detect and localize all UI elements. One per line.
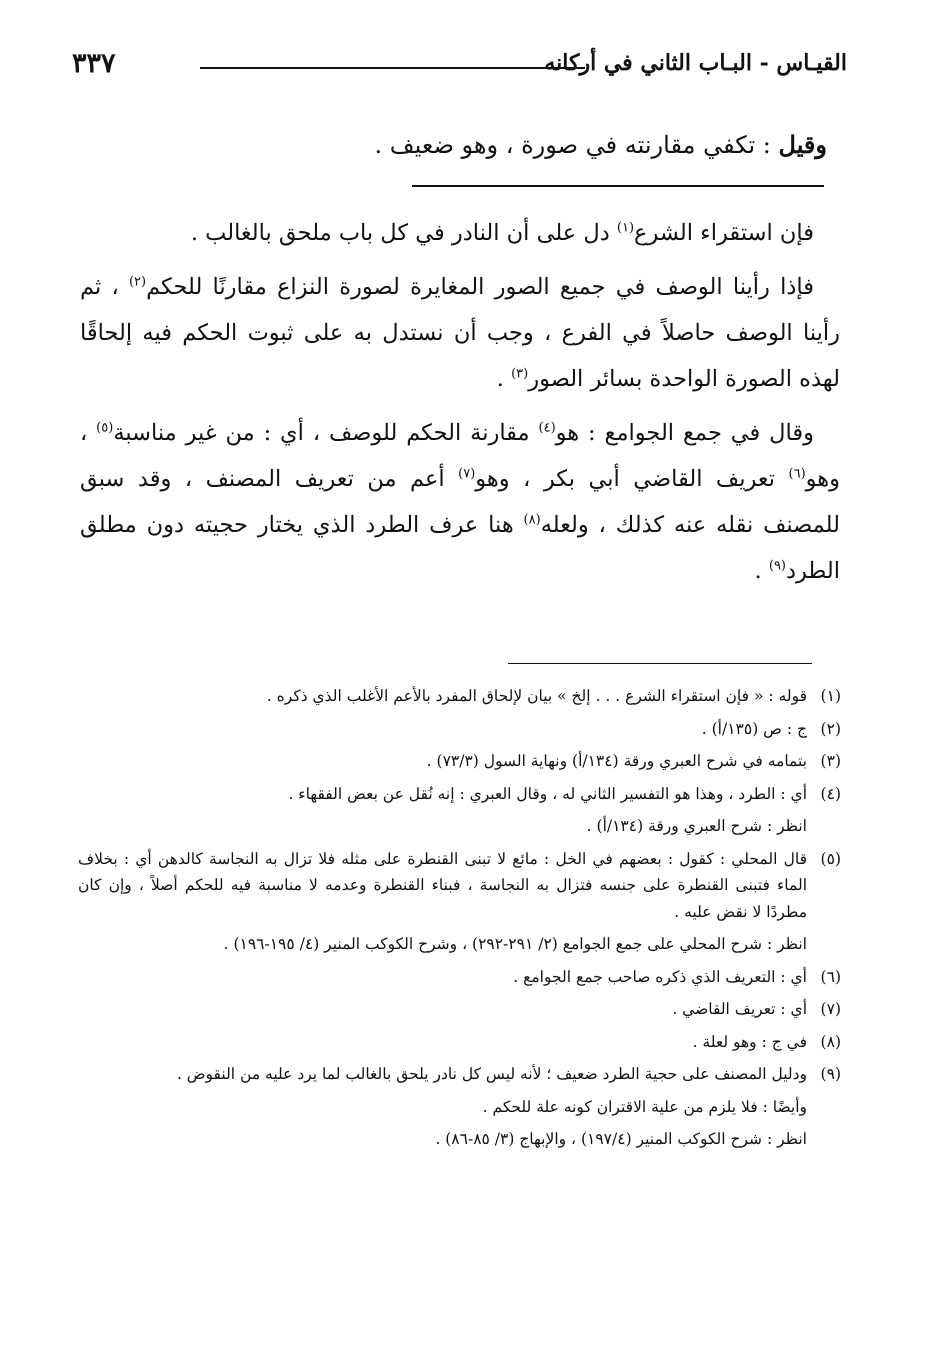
- p3-text-e: أعم من تعريف المصنف ، وقد سبق للمصنف نقله عنه كذلك ، ولعله: [80, 466, 840, 538]
- p1-text-b: دل على أن النادر في كل باب ملحق بالغالب .: [190, 220, 617, 246]
- p1-text-a: فإن استقراء الشرع: [634, 220, 814, 246]
- footnote-1: [78, 683, 841, 710]
- quote-rule: [412, 185, 824, 187]
- footnote-text: أي : الطرد ، وهذا هو التفسير الثاني له ، وقال العبري : إنه نُقل عن بعض الفقهاء .: [288, 784, 807, 803]
- footnote-9: [78, 1061, 841, 1088]
- footnote-5-reference: انظر : شرح المحلي على جمع الجوامع (٢/ ٢٩١-٢٩٢) ، وشرح الكوكب المنير (٤/ ١٩٥-١٩٦) .: [223, 935, 807, 953]
- p3-text-d: تعريف القاضي أبي بكر ، وهو: [475, 466, 789, 492]
- quote-rest: : تكفي مقارنته في صورة ، وهو ضعيف .: [374, 131, 779, 159]
- footnote-2: [78, 716, 841, 743]
- footnote-text: في ج : وهو لعلة .: [692, 1032, 807, 1051]
- footnote-7: [78, 996, 841, 1023]
- footnote-number: (٩): [820, 1065, 841, 1083]
- page-number: ٣٣٧: [72, 48, 116, 79]
- footnote-8: [78, 1029, 841, 1056]
- footnote-number: (٤): [820, 784, 841, 803]
- footnote-number: (٣): [820, 752, 841, 770]
- footnote-number: (٦): [820, 967, 841, 986]
- footnote-4: [78, 781, 841, 808]
- footnote-9-addendum: وأيضًا : فلا يلزم من علية الاقتران كونه علة للحكم .: [482, 1097, 807, 1116]
- header-rule: [200, 67, 585, 69]
- footnote-marker-2: (٢): [128, 274, 147, 290]
- paragraph-3: [80, 410, 840, 594]
- footnote-number: (٧): [820, 1000, 841, 1018]
- footnote-marker-6: (٦): [788, 466, 806, 482]
- footnote-rule: [508, 663, 812, 664]
- running-title: القيـاس - البـاب الثاني في أركانه: [544, 50, 847, 76]
- footnote-3: [78, 748, 841, 775]
- footnote-9-reference: انظر : شرح الكوكب المنير (١٩٧/٤) ، والإبهاج (٣/ ٨٥-٨٦) .: [435, 1130, 807, 1148]
- p3-text-c: ، وهو: [80, 420, 841, 492]
- footnote-marker-5: (٥): [96, 420, 114, 436]
- footnote-marker-3: (٣): [511, 366, 529, 382]
- quote-lead: وقيل: [778, 130, 827, 159]
- main-text: [80, 210, 840, 602]
- footnote-text: ج : ص (١٣٥/أ) .: [701, 719, 807, 738]
- footnote-6: [78, 964, 841, 991]
- footnote-marker-7: (٧): [458, 466, 476, 482]
- footnote-text: قال المحلي : كقول : بعضهم في الخل : مائع لا تبنى القنطرة على مثله فلا تزال به النجاسة كالدهن أي : بخلاف الماء فتبنى القنطرة على جنسه فتزال به النجاسة ، فبناء القنطرة وعدمه لا مناسبة فيه للحكم أصلاً ، وإن كان مطردًا لا نقض عليه .: [78, 849, 807, 921]
- footnote-number: (٥): [820, 849, 841, 868]
- paragraph-2: [80, 264, 840, 402]
- page-header: [70, 46, 847, 86]
- footnote-number: (٨): [820, 1032, 841, 1051]
- footnote-number: (١): [820, 687, 841, 705]
- footnotes: [78, 683, 841, 1159]
- p3-text-b: مقارنة الحكم للوصف ، أي : من غير مناسبة: [113, 420, 539, 446]
- footnote-4-reference: انظر : شرح العبري ورقة (١٣٤/أ) .: [586, 817, 807, 835]
- footnote-text: أي : تعريف القاضي .: [672, 1000, 807, 1018]
- paragraph-1: [80, 210, 840, 256]
- footnote-marker-4: (٤): [538, 420, 556, 436]
- p2-text-b: ، ثم رأينا الوصف حاصلاً في الفرع ، وجب أن نستدل به على ثبوت الحكم فيه إلحاقًا لهذه الصورة الواحدة بسائر الصور: [80, 274, 840, 392]
- p2-text-a: فإذا رأينا الوصف في جميع الصور المغايرة لصورة النزاع مقارنًا للحكم: [146, 274, 814, 300]
- footnote-number: (٢): [820, 719, 841, 738]
- p3-text-f: هنا عرف الطرد الذي يختار حجيته دون مطلق الطرد: [80, 512, 840, 584]
- p3-text-g: .: [754, 558, 769, 584]
- footnote-text: بتمامه في شرح العبري ورقة (١٣٤/أ) ونهاية السول (٧٣/٣) .: [426, 752, 807, 770]
- footnote-marker-9: (٩): [768, 558, 786, 574]
- footnote-text: ودليل المصنف على حجية الطرد ضعيف ؛ لأنه ليس كل نادر يلحق بالغالب لما يرد عليه من النقوض .: [176, 1065, 807, 1083]
- footnote-marker-8: (٨): [523, 512, 541, 528]
- p3-text-a: وقال في جمع الجوامع : هو: [555, 420, 814, 446]
- footnote-marker-1: (١): [616, 220, 635, 236]
- footnote-5: [78, 846, 841, 926]
- quoted-text: [375, 130, 827, 159]
- footnote-text: أي : التعريف الذي ذكره صاحب جمع الجوامع .: [513, 967, 807, 986]
- p2-text-c: .: [496, 366, 512, 392]
- footnote-text: قوله : « فإن استقراء الشرع . . . إلخ » بيان لإلحاق المفرد بالأعم الأغلب الذي ذكره .: [266, 687, 807, 705]
